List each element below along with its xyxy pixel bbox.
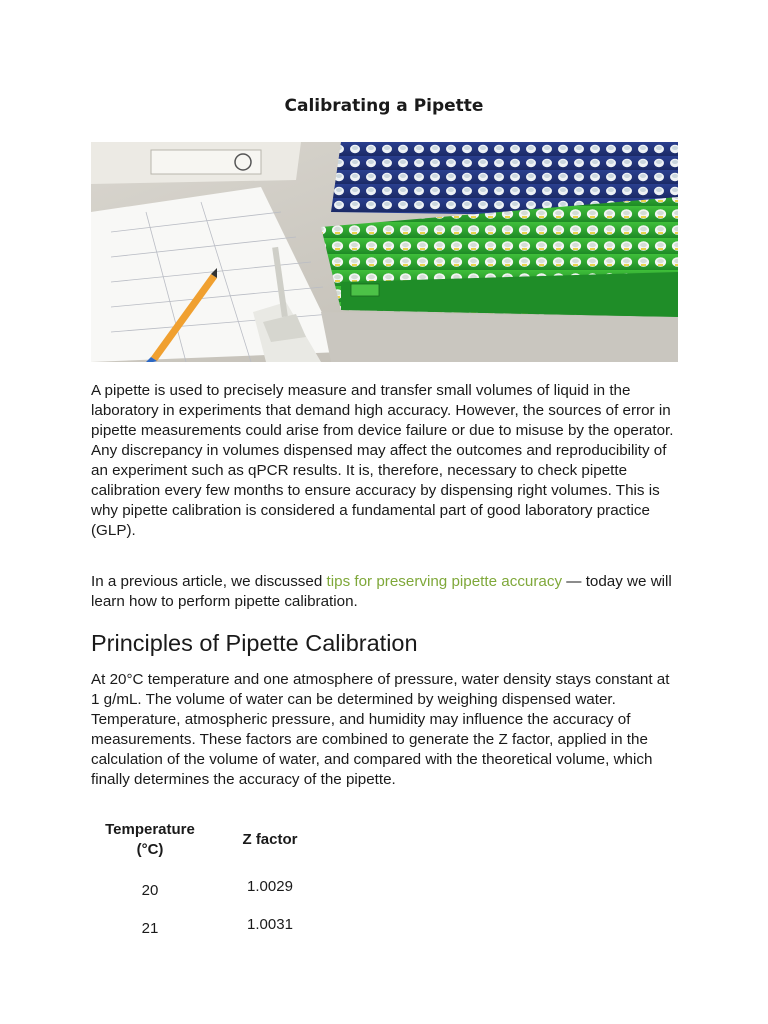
cell-temperature: 20 xyxy=(141,882,159,899)
header-z-factor: Z factor xyxy=(242,831,298,848)
header-temperature: Temperature (°C) xyxy=(105,821,195,858)
lab-photo xyxy=(91,142,678,362)
lab-photo-illustration xyxy=(91,142,678,362)
cell-temperature: 21 xyxy=(141,920,159,937)
table-row xyxy=(95,906,335,944)
intro-paragraph: A pipette is used to precisely measure and transfer small volumes of liquid in the laboratory in experiments that demand high accuracy. However, the sources of error in pipette measurements could arise from device failure or due to misuse by the operator. Any discrepancy in volumes dispensed may affect the outcomes and reproducibility of an experiment such as qPCR results. It is, therefore, necessary to check pipette calibration every few months to ensure accuracy by dispensing right volumes. This is why pipette calibration is considered a fundamental part of good laboratory practice (GLP). xyxy=(91,382,674,539)
page-title: Calibrating a Pipette xyxy=(284,96,484,116)
previous-article-tail: — today we will learn how to perform pipette calibration. xyxy=(91,573,672,610)
cell-z-factor: 1.0031 xyxy=(247,916,293,933)
table-row xyxy=(95,862,335,906)
table-header-row xyxy=(95,818,335,862)
z-factor-table xyxy=(95,818,335,944)
tips-pipette-accuracy-link[interactable]: tips for preserving pipette accuracy xyxy=(326,573,563,590)
section-heading: Principles of Pipette Calibration xyxy=(91,630,418,656)
principles-paragraph: At 20°C temperature and one atmosphere of pressure, water density stays constant at 1 g/mL. The volume of water can be determined by weighing dispensed water. Temperature, atmospheric pressure, and humidity may influence the accuracy of measurements. These factors are combined to generate the Z factor, applied in the calculation of the volume of water, and compared with the theoretical volume, which finally determines the accuracy of the pipette. xyxy=(91,671,670,788)
cell-z-factor: 1.0029 xyxy=(247,878,293,895)
previous-article-lead: In a previous article, we discussed xyxy=(91,573,327,590)
previous-article-paragraph xyxy=(91,572,681,612)
